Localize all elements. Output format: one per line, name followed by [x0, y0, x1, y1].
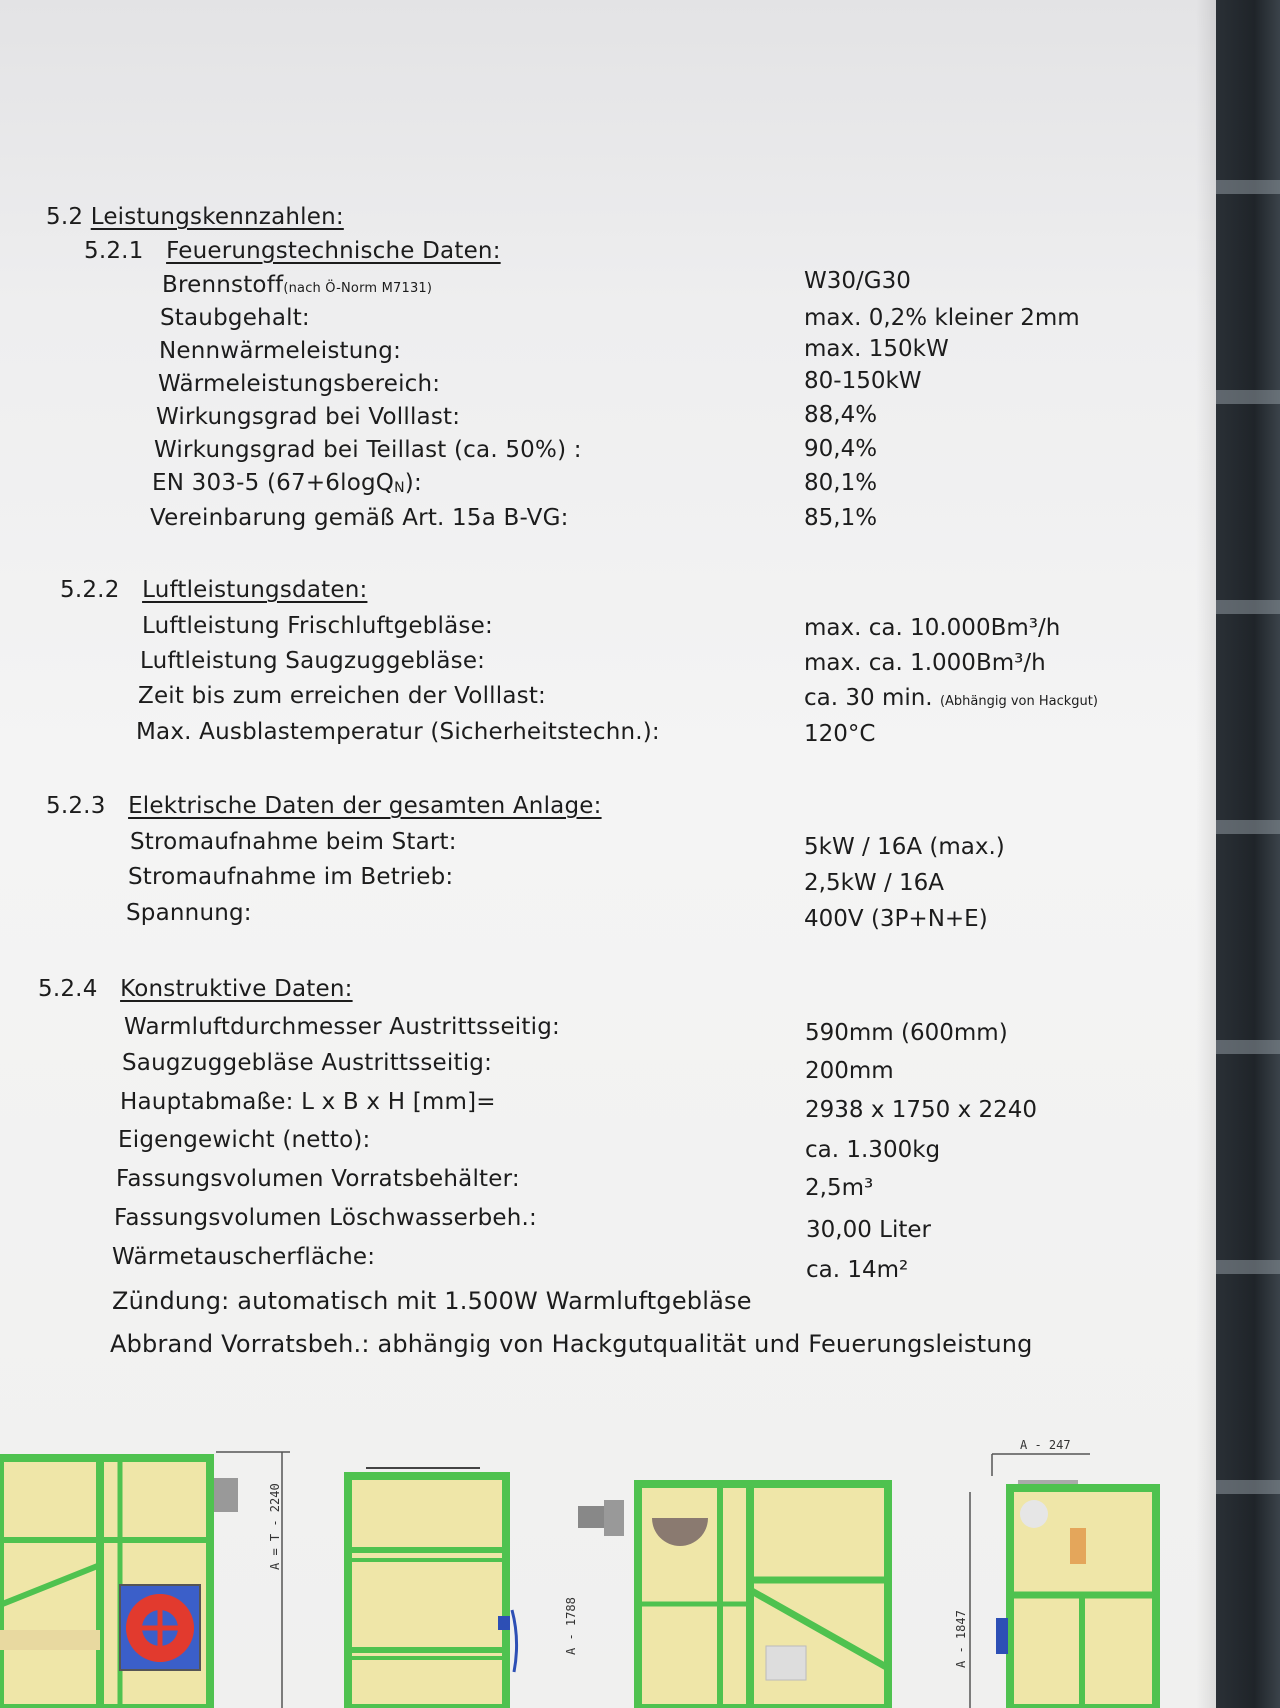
- row-value: 90,4%: [804, 436, 878, 462]
- row-value: 85,1%: [804, 505, 878, 531]
- row-label: Fassungsvolumen Löschwasserbeh.:: [114, 1205, 537, 1231]
- row-value: max. ca. 1.000Bm³/h: [804, 650, 1046, 676]
- row-label: Stromaufnahme beim Start:: [130, 829, 457, 855]
- row-value: 88,4%: [804, 402, 878, 428]
- row-label: Saugzuggebläse Austrittsseitig:: [122, 1050, 493, 1076]
- ignition-line: Zündung: automatisch mit 1.500W Warmluftgebläse: [112, 1287, 752, 1315]
- section-heading: 5.2 Leistungskennzahlen:: [46, 204, 344, 230]
- row-label: EN 303-5 (67+6logQN):: [152, 470, 422, 496]
- drawing-front-view: [330, 1440, 530, 1708]
- row-label: Luftleistung Saugzuggebläse:: [140, 648, 486, 674]
- subsection-heading-5-2-3: 5.2.3 Elektrische Daten der gesamten Anlage:: [46, 793, 602, 819]
- row-label: Brennstoff(nach Ö-Norm M7131): [162, 272, 433, 298]
- row-value: 400V (3P+N+E): [804, 906, 988, 932]
- row-value: 590mm (600mm): [805, 1020, 1008, 1046]
- row-label: Max. Ausblastemperatur (Sicherheitstechn.):: [136, 719, 660, 745]
- row-label: Fassungsvolumen Vorratsbehälter:: [116, 1166, 520, 1192]
- subsection-heading-5-2-1: 5.2.1 Feuerungstechnische Daten:: [84, 238, 501, 264]
- row-label: Zeit bis zum erreichen der Volllast:: [138, 683, 546, 709]
- row-value: 80-150kW: [804, 368, 922, 394]
- row-label: Stromaufnahme im Betrieb:: [128, 864, 454, 890]
- row-value: ca. 30 min. (Abhängig von Hackgut): [804, 685, 1098, 711]
- row-value: max. 0,2% kleiner 2mm: [804, 305, 1080, 331]
- row-label: Wirkungsgrad bei Volllast:: [156, 404, 461, 430]
- row-label: Nennwärmeleistung:: [159, 338, 402, 364]
- row-value: W30/G30: [804, 268, 911, 294]
- row-value: 120°C: [804, 721, 876, 747]
- dimension-label: A - 1847: [954, 1610, 968, 1668]
- row-label: Vereinbarung gemäß Art. 15a B-VG:: [150, 505, 569, 531]
- background-rack: [1216, 0, 1280, 1708]
- row-value: 30,00 Liter: [806, 1217, 931, 1243]
- row-label: Wärmeleistungsbereich:: [158, 371, 441, 397]
- drawing-side-view-1: [0, 1440, 300, 1708]
- row-value: 2,5m³: [805, 1175, 874, 1201]
- row-label: Eigengewicht (netto):: [118, 1127, 371, 1153]
- row-label: Hauptabmaße: L x B x H [mm]=: [120, 1089, 496, 1115]
- row-value: ca. 1.300kg: [805, 1137, 941, 1163]
- subsection-heading-5-2-2: 5.2.2 Luftleistungsdaten:: [60, 577, 368, 603]
- row-label: Wirkungsgrad bei Teillast (ca. 50%) :: [154, 437, 582, 463]
- row-label: Staubgehalt:: [160, 305, 310, 331]
- drawing-side-view-2: [560, 1440, 900, 1708]
- dimension-label: A - 247: [1020, 1438, 1071, 1452]
- row-label: Luftleistung Frischluftgebläse:: [142, 613, 493, 639]
- row-value: 2,5kW / 16A: [804, 870, 945, 896]
- row-value: 2938 x 1750 x 2240: [805, 1097, 1038, 1123]
- subsection-heading-5-2-4: 5.2.4 Konstruktive Daten:: [38, 976, 353, 1002]
- burn-line: Abbrand Vorratsbeh.: abhängig von Hackgutqualität und Feuerungsleistung: [110, 1330, 1033, 1358]
- row-value: max. ca. 10.000Bm³/h: [804, 615, 1061, 641]
- dimension-label: A = T - 2240: [268, 1483, 282, 1570]
- row-value: max. 150kW: [804, 336, 949, 362]
- row-label: Spannung:: [126, 900, 252, 926]
- row-value: 80,1%: [804, 470, 878, 496]
- dimension-label: A - 1788: [564, 1597, 578, 1655]
- row-label: Wärmetauscherfläche:: [112, 1244, 376, 1270]
- row-value: 5kW / 16A (max.): [804, 834, 1005, 860]
- row-label: Warmluftdurchmesser Austrittsseitig:: [124, 1014, 560, 1040]
- row-value: ca. 14m²: [806, 1257, 909, 1283]
- row-value: 200mm: [805, 1058, 894, 1084]
